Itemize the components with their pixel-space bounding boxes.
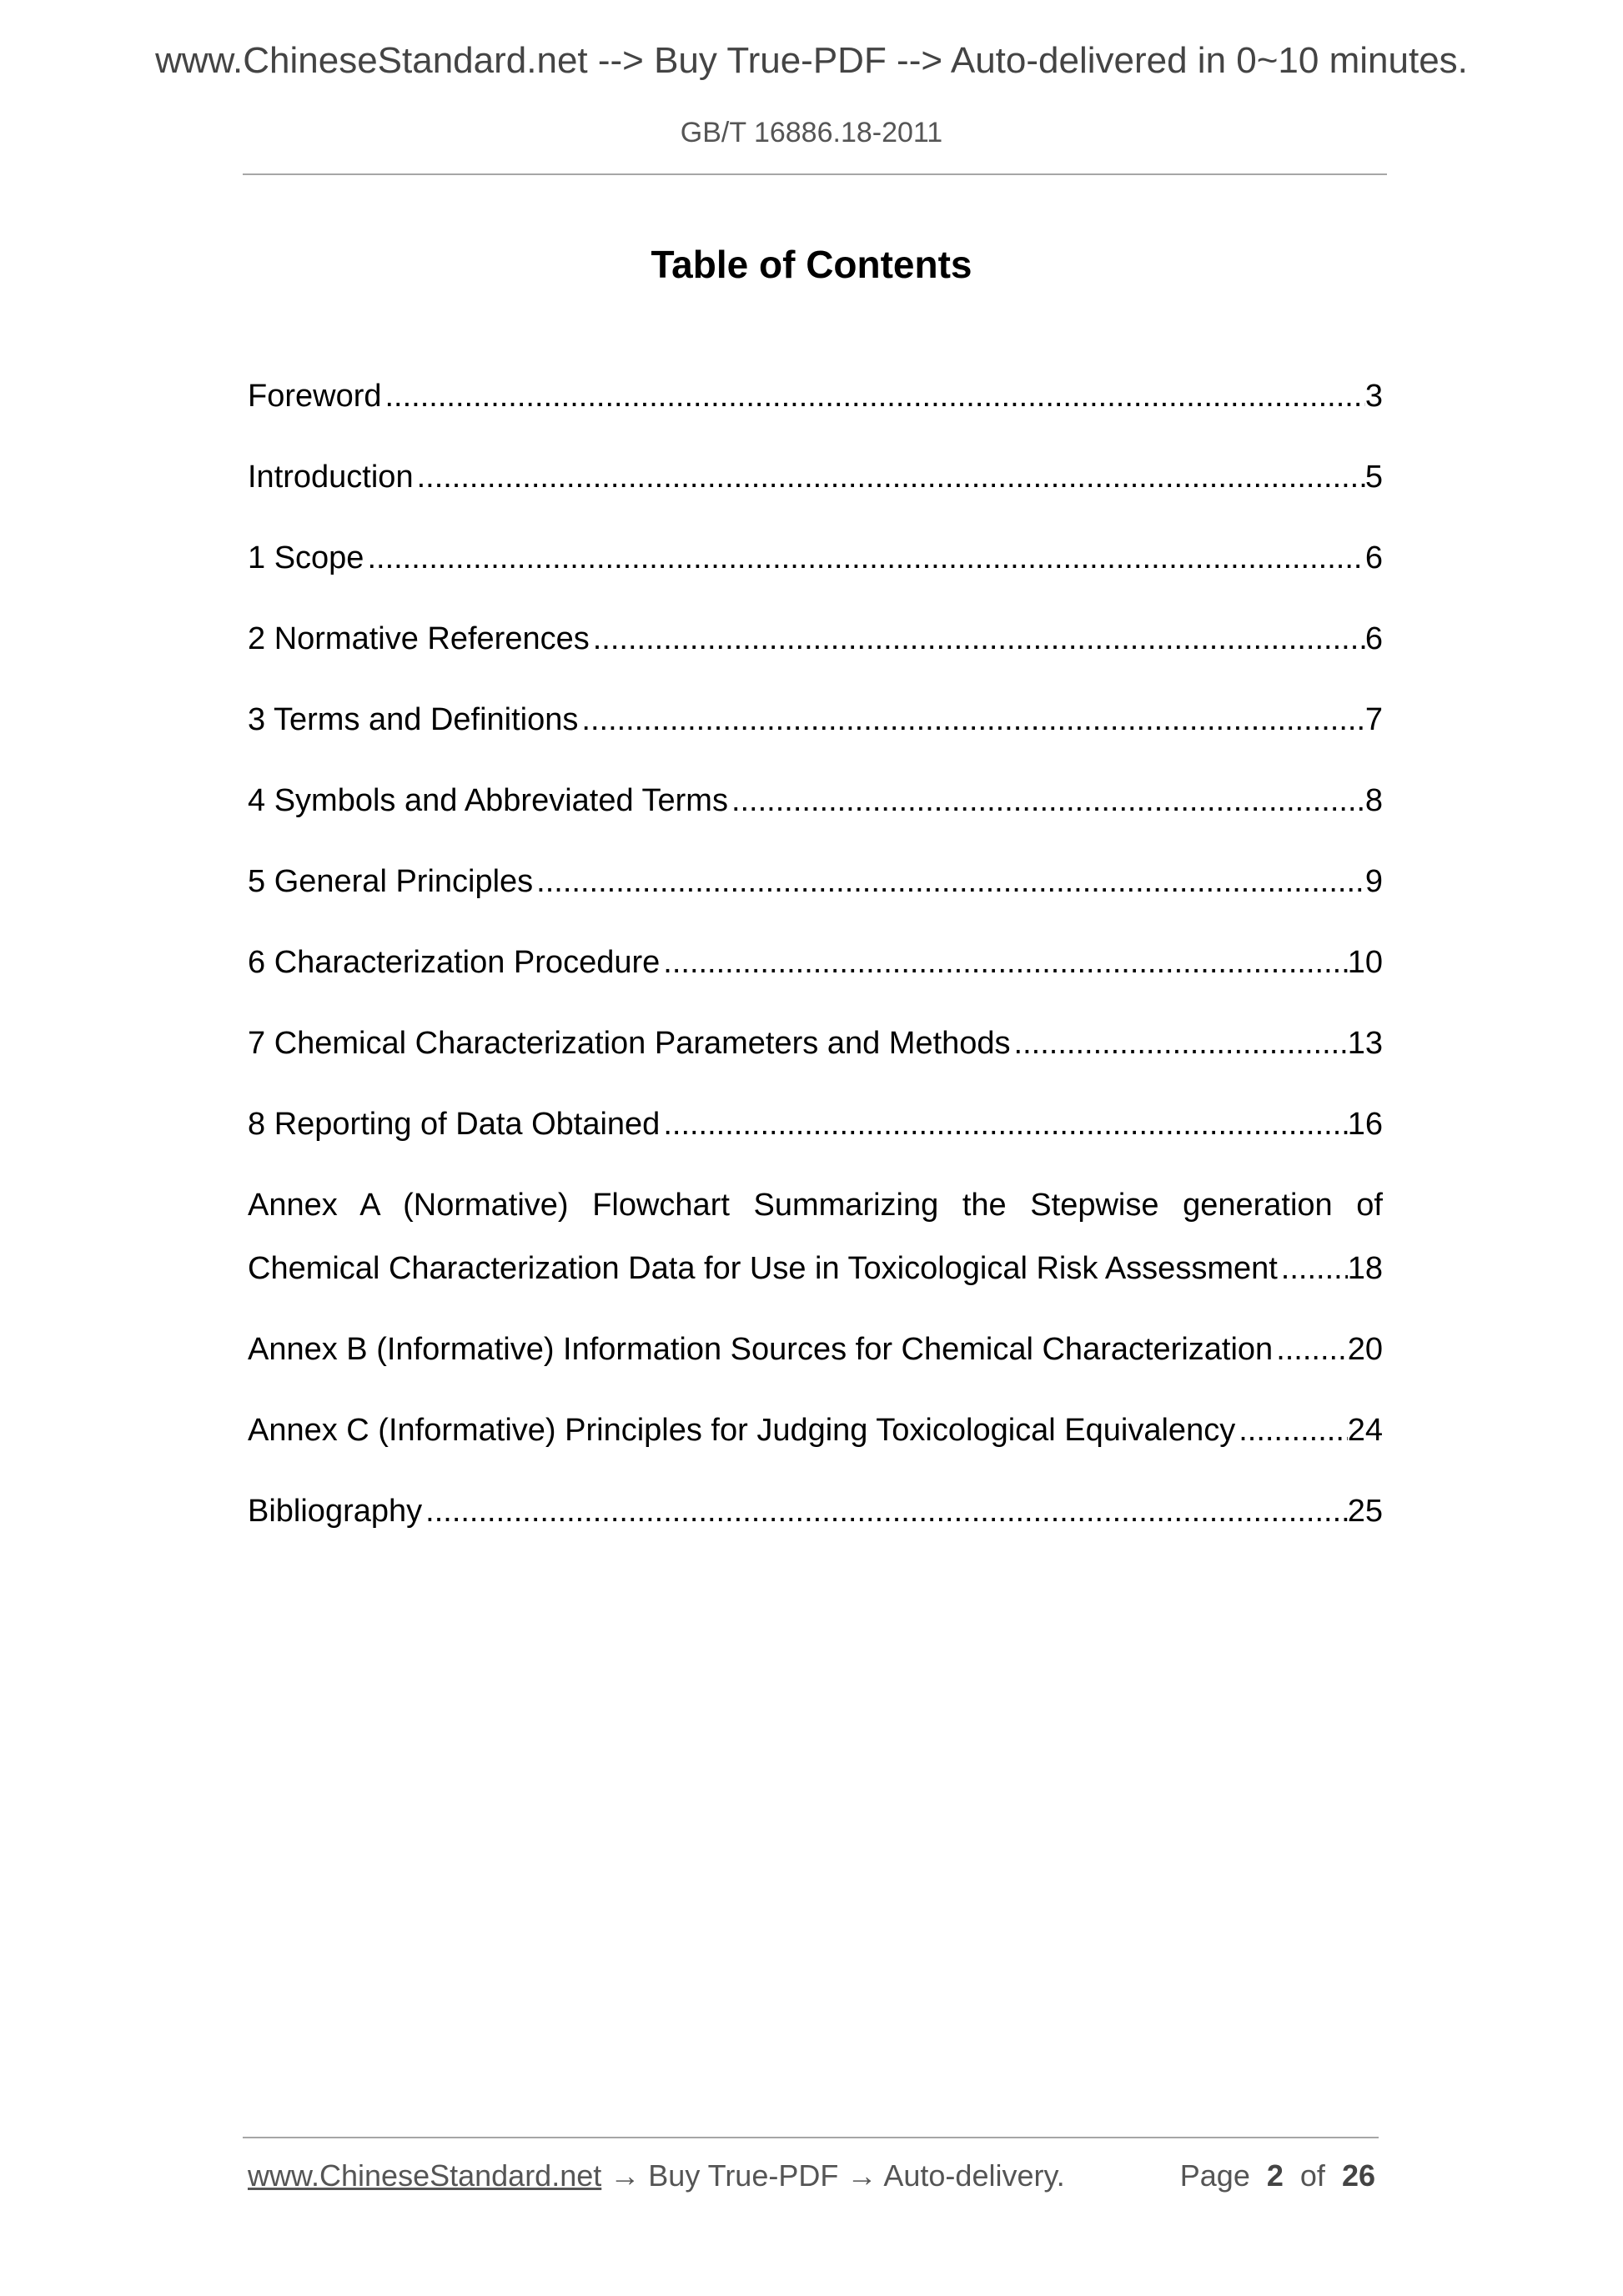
toc-leader-dots xyxy=(578,701,1364,739)
toc-entry-label: Bibliography xyxy=(248,1494,423,1529)
toc-entry-annex-c[interactable] xyxy=(248,1411,1383,1449)
toc-entry-label: Foreword xyxy=(248,379,382,414)
toc-entry-page: 13 xyxy=(1347,1026,1383,1061)
toc-entry-page: 8 xyxy=(1364,783,1383,818)
toc-entry-reporting-data[interactable] xyxy=(248,1105,1383,1143)
toc-entry-introduction[interactable] xyxy=(248,458,1383,496)
toc-leader-dots xyxy=(382,377,1365,415)
toc-entry-normative-references[interactable] xyxy=(248,620,1383,658)
toc-entry-label: 5 General Principles xyxy=(248,864,534,899)
page-number xyxy=(1180,2158,1375,2193)
of-word: of xyxy=(1299,2158,1325,2193)
toc-leader-dots xyxy=(660,943,1347,982)
toc-entry-label: 7 Chemical Characterization Parameters and Methods xyxy=(248,1026,1011,1061)
header-divider xyxy=(243,173,1387,175)
page-word: Page xyxy=(1179,2158,1250,2193)
page-current: 2 xyxy=(1266,2158,1284,2193)
toc-entry-page: 3 xyxy=(1364,379,1383,414)
toc-entry-page: 6 xyxy=(1364,540,1383,575)
toc-entry-label: Annex B (Informative) Information Sources for Chemical Characterization xyxy=(248,1332,1274,1367)
footer-divider xyxy=(243,2137,1379,2138)
toc-leader-dots xyxy=(660,1105,1347,1143)
toc-entry-page: 7 xyxy=(1364,702,1383,737)
footer-site-link[interactable]: www.ChineseStandard.net xyxy=(248,2158,602,2193)
page-total: 26 xyxy=(1341,2158,1375,2193)
toc-leader-dots xyxy=(728,781,1365,820)
toc-entry-bibliography[interactable] xyxy=(248,1492,1383,1530)
toc-entry-foreword[interactable] xyxy=(248,377,1383,415)
toc-entry-label: 2 Normative References xyxy=(248,621,590,656)
toc-entry-label: 1 Scope xyxy=(248,540,364,575)
toc-entry-page: 16 xyxy=(1347,1107,1383,1142)
toc-entry-annex-b[interactable] xyxy=(248,1330,1383,1369)
toc-entry-page: 25 xyxy=(1347,1494,1383,1529)
toc-entry-page: 6 xyxy=(1364,621,1383,656)
toc-entry-label-line2: Chemical Characterization Data for Use in Toxicological Risk Assessment xyxy=(248,1251,1278,1286)
toc-entry-label: Introduction xyxy=(248,460,414,495)
toc-entry-terms-definitions[interactable] xyxy=(248,701,1383,739)
toc-entry-scope[interactable] xyxy=(248,539,1383,577)
top-banner: www.ChineseStandard.net --> Buy True-PDF --> Auto-delivered in 0~10 minutes. xyxy=(155,40,1468,81)
toc-leader-dots xyxy=(1278,1249,1348,1288)
standard-code: GB/T 16886.18-2011 xyxy=(680,117,943,148)
toc-title: Table of Contents xyxy=(651,243,972,286)
toc-entry-label: 3 Terms and Definitions xyxy=(248,702,579,737)
toc-leader-dots xyxy=(1011,1024,1348,1063)
footer-buy-text: Buy True-PDF xyxy=(648,2158,839,2193)
toc-leader-dots xyxy=(590,620,1365,658)
toc-leader-dots xyxy=(422,1492,1348,1530)
toc-entry-page: 20 xyxy=(1347,1332,1383,1367)
toc-entry-label-line1: Annex A (Normative) Flowchart Summarizing the Stepwise generation of xyxy=(248,1188,1383,1223)
toc-leader-dots xyxy=(414,458,1365,496)
toc-entry-label: Annex C (Informative) Principles for Judging Toxicological Equivalency xyxy=(248,1413,1236,1448)
toc-entry-chemical-parameters-methods[interactable] xyxy=(248,1024,1383,1063)
toc-leader-dots xyxy=(533,862,1365,901)
arrow-right-icon: → xyxy=(610,2158,641,2193)
toc-entry-page: 5 xyxy=(1364,460,1383,495)
toc-entry-annex-a[interactable] xyxy=(248,1186,1383,1288)
footer-delivery-text: Auto-delivery. xyxy=(883,2158,1065,2193)
toc-leader-dots xyxy=(1273,1330,1348,1369)
toc-entry-label: 8 Reporting of Data Obtained xyxy=(248,1107,661,1142)
table-of-contents xyxy=(248,377,1383,1573)
arrow-right-icon: → xyxy=(847,2158,877,2193)
toc-leader-dots xyxy=(1235,1411,1348,1449)
toc-entry-symbols-abbreviated-terms[interactable] xyxy=(248,781,1383,820)
toc-entry-page: 10 xyxy=(1347,945,1383,980)
toc-entry-general-principles[interactable] xyxy=(248,862,1383,901)
toc-entry-characterization-procedure[interactable] xyxy=(248,943,1383,982)
toc-entry-page: 9 xyxy=(1364,864,1383,899)
toc-entry-label: 4 Symbols and Abbreviated Terms xyxy=(248,783,728,818)
toc-entry-page: 24 xyxy=(1347,1413,1383,1448)
toc-leader-dots xyxy=(364,539,1364,577)
toc-entry-page: 18 xyxy=(1347,1251,1383,1286)
toc-entry-label: 6 Characterization Procedure xyxy=(248,945,661,980)
